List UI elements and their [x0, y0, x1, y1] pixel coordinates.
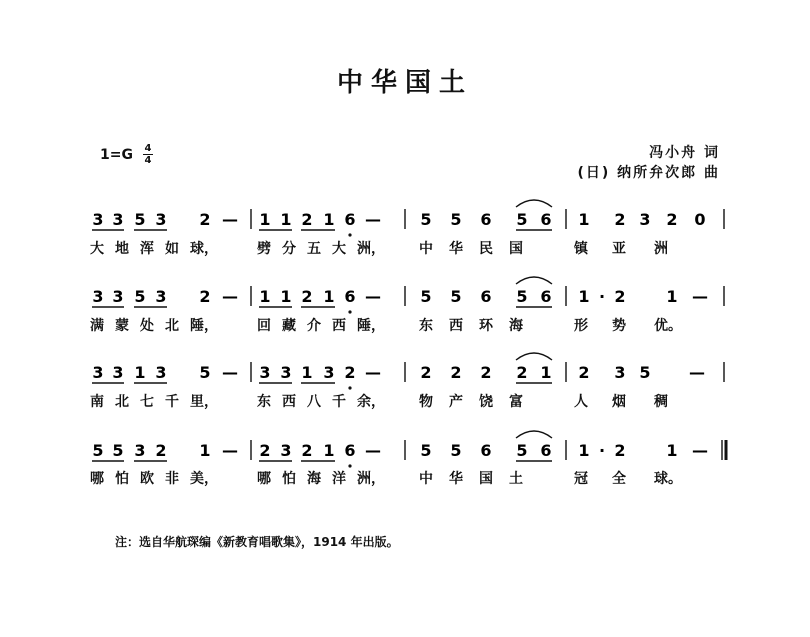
note: 2 [516, 363, 528, 382]
lyric-syllable: 怕 [282, 471, 296, 487]
note: 2 [450, 363, 462, 382]
lyric-syllable: 大 [90, 241, 104, 257]
note: — [222, 363, 238, 382]
note: 2 [480, 363, 492, 382]
lyric-syllable: 陲， [190, 318, 218, 334]
note: 5 [420, 210, 432, 229]
marks-layer [92, 200, 726, 468]
note: 3 [280, 441, 292, 460]
note: 6 [480, 441, 492, 460]
note: 6 [540, 287, 552, 306]
note: 6 [540, 441, 552, 460]
note: 6 [344, 441, 356, 460]
note: 1 [280, 287, 292, 306]
note: 2 [614, 441, 626, 460]
note: 5 [450, 441, 462, 460]
note: 2 [301, 441, 313, 460]
lyric-syllable: 北 [115, 394, 129, 410]
note: 6 [480, 287, 492, 306]
lyric-syllable: 哪 [257, 471, 271, 487]
lyric-syllable: 分 [282, 241, 296, 257]
lyric-syllable: 洲 [654, 241, 668, 257]
note: 3 [134, 441, 146, 460]
note: 2 [155, 441, 167, 460]
note: 5 [516, 441, 528, 460]
note: 5 [112, 441, 124, 460]
note: — [365, 210, 381, 229]
meter-top: 4 [144, 143, 152, 154]
note: 3 [92, 210, 104, 229]
lyric-syllable: 洋 [332, 471, 346, 487]
note: 1 [323, 287, 335, 306]
note: 5 [516, 287, 528, 306]
lyric-syllable: 土 [509, 471, 523, 487]
note: 2 [301, 210, 313, 229]
note: — [365, 363, 381, 382]
note: 1 [323, 441, 335, 460]
lyric-syllable: 介 [307, 318, 321, 334]
note: 1 [259, 287, 271, 306]
lyric-syllable: 镇 [574, 241, 588, 257]
note: 5 [134, 287, 146, 306]
note: 3 [112, 210, 124, 229]
lyric-syllable: 南 [90, 394, 104, 410]
lyric-syllable: 产 [449, 394, 463, 410]
slur [516, 353, 552, 360]
note: 1 [540, 363, 552, 382]
note: 2 [578, 363, 590, 382]
note: 1 [259, 210, 271, 229]
octave-dot [348, 310, 351, 313]
lyric-syllable: 民 [479, 241, 493, 257]
lyric-syllable: 回 [257, 318, 271, 334]
lyric-syllable: 东 [419, 318, 433, 334]
lyric-syllable: 蒙 [115, 318, 129, 334]
note: 1 [199, 441, 211, 460]
note: 2 [344, 363, 356, 382]
note: 3 [92, 363, 104, 382]
lyric-syllable: 地 [115, 241, 129, 257]
note: 5 [639, 363, 651, 382]
note: 1 [578, 441, 590, 460]
lyric-syllable: 非 [165, 471, 179, 487]
note: 2 [199, 210, 211, 229]
lyric-syllable: 哪 [90, 471, 104, 487]
note: 6 [344, 287, 356, 306]
lyric-syllable: 优。 [654, 318, 682, 334]
song-title: 中华国土 [336, 68, 473, 98]
note: — [222, 441, 238, 460]
octave-dot [348, 233, 351, 236]
lyric-syllable: 千 [332, 394, 346, 410]
note: 2 [301, 287, 313, 306]
note: 3 [92, 287, 104, 306]
lyric-syllable: 中 [419, 471, 433, 487]
key-signature: 1=G [100, 147, 133, 163]
note: — [692, 441, 708, 460]
note: 3 [112, 363, 124, 382]
lyric-syllable: 美， [190, 471, 218, 487]
note: — [692, 287, 708, 306]
lyric-syllable: 满 [90, 318, 104, 334]
lyric-syllable: 西 [282, 394, 296, 410]
note: 5 [199, 363, 211, 382]
note: 2 [614, 287, 626, 306]
lyric-syllable: 藏 [282, 318, 296, 334]
note: 5 [450, 210, 462, 229]
lyric-syllable: 千 [165, 394, 179, 410]
lyric-syllable: 西 [449, 318, 463, 334]
lyric-syllable: 劈 [257, 241, 271, 257]
lyric-syllable: 烟 [612, 394, 626, 410]
note: 6 [540, 210, 552, 229]
footnote: 注：选自华航琛编《新教育唱歌集》，1914 年出版。 [115, 535, 399, 549]
octave-dot [348, 464, 351, 467]
lyric-syllable: 富 [509, 394, 523, 410]
lyric-syllable: 海 [509, 318, 523, 334]
lyric-syllable: 华 [449, 471, 463, 487]
note: 3 [639, 210, 651, 229]
note: — [689, 363, 705, 382]
lyric-syllable: 洲， [357, 471, 385, 487]
lyric-syllable: 形 [574, 318, 588, 334]
lyric-syllable: 东 [257, 394, 271, 410]
lyric-syllable: 海 [307, 471, 321, 487]
lyric-syllable: 八 [307, 394, 321, 410]
lyric-syllable: 球， [190, 241, 218, 257]
note: 2 [614, 210, 626, 229]
lyric-syllable: 饶 [479, 394, 493, 410]
note: 3 [259, 363, 271, 382]
note: 3 [155, 363, 167, 382]
slur [516, 277, 552, 284]
note: 5 [420, 441, 432, 460]
note: 5 [134, 210, 146, 229]
note: — [365, 441, 381, 460]
lyric-syllable: 势 [612, 318, 626, 334]
lyric-syllable: 七 [140, 394, 154, 410]
lyric-syllable: 人 [574, 394, 588, 410]
note: — [222, 287, 238, 306]
note: 3 [280, 363, 292, 382]
note: 5 [92, 441, 104, 460]
note: 3 [614, 363, 626, 382]
note: 1 [666, 287, 678, 306]
lyric-syllable: 陲， [357, 318, 385, 334]
note: 2 [259, 441, 271, 460]
note: 2 [199, 287, 211, 306]
note: 1 [578, 210, 590, 229]
note: 6 [480, 210, 492, 229]
lyric-syllable: 稠 [654, 394, 668, 410]
lyric-syllable: 物 [419, 394, 433, 410]
note: 1 [666, 441, 678, 460]
note: 3 [155, 287, 167, 306]
note: 2 [666, 210, 678, 229]
lyric-syllable: 国 [509, 241, 523, 257]
lyricist-credit: 冯小舟 词 [649, 145, 720, 161]
note: 0 [694, 210, 706, 229]
lyric-syllable: 如 [165, 241, 179, 257]
note: 5 [516, 210, 528, 229]
slur [516, 200, 552, 207]
note: 1 [301, 363, 313, 382]
note: — [222, 210, 238, 229]
note: 3 [323, 363, 335, 382]
lyric-syllable: 亚 [612, 241, 626, 257]
lyric-syllable: 处 [140, 318, 154, 334]
note: 1 [280, 210, 292, 229]
note: 2 [420, 363, 432, 382]
note: 3 [155, 210, 167, 229]
note: 1 [134, 363, 146, 382]
lyric-syllable: 欧 [140, 471, 154, 487]
lyric-syllable: 中 [419, 241, 433, 257]
lyric-syllable: 球。 [654, 471, 682, 487]
lyric-syllable: 北 [165, 318, 179, 334]
lyric-syllable: 浑 [140, 241, 154, 257]
lyric-syllable: 西 [332, 318, 346, 334]
lyric-syllable: 大 [332, 241, 346, 257]
lyric-syllable: 洲， [357, 241, 385, 257]
lyric-syllable: 华 [449, 241, 463, 257]
lyric-syllable: 余， [357, 394, 385, 410]
lyric-syllable: 里， [190, 394, 218, 410]
note: · [598, 441, 606, 460]
note: 1 [578, 287, 590, 306]
note: 1 [323, 210, 335, 229]
lyric-syllable: 怕 [115, 471, 129, 487]
lyric-syllable: 冠 [574, 471, 588, 487]
note: 5 [420, 287, 432, 306]
note: 5 [450, 287, 462, 306]
note: · [598, 287, 606, 306]
meter-bottom: 4 [144, 155, 152, 166]
note: — [365, 287, 381, 306]
lyric-syllable: 环 [479, 318, 493, 334]
slur [516, 431, 552, 438]
octave-dot [348, 386, 351, 389]
lyric-syllable: 五 [307, 241, 321, 257]
note: 6 [344, 210, 356, 229]
lyric-syllable: 全 [612, 471, 626, 487]
note: 3 [112, 287, 124, 306]
composer-credit: (日) 纳所弁次郎 曲 [577, 165, 720, 181]
lyric-syllable: 国 [479, 471, 493, 487]
